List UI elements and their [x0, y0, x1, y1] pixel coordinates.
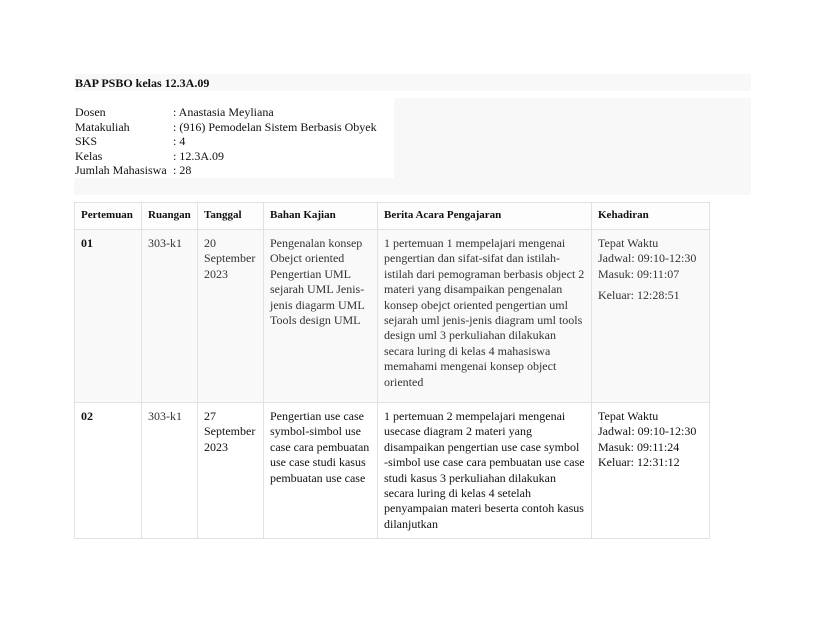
- cell-ruangan: 303-k1: [142, 403, 198, 539]
- attendance-out: Keluar: 12:28:51: [598, 288, 680, 303]
- cell-pertemuan: 02: [75, 403, 142, 539]
- cell-bahan-kajian: Pengenalan konsep Obejct oriented Pengertian UML sejarah UML Jenis-jenis diagarm UML Tools design UML: [264, 230, 378, 403]
- info-value: : 4: [173, 134, 186, 148]
- attendance-table: [74, 202, 710, 539]
- info-row-sks: [75, 134, 377, 149]
- column-header: Bahan Kajian: [264, 203, 378, 230]
- cell-berita-acara: 1 pertemuan 2 mempelajari mengenai usecase diagram 2 materi yang disampaikan pengertian use case symbol -simbol use case cara pembuatan use case studi kasus 3 perkuliahan dilakukan secara luring di kelas 4 setelah penyampaian materi beserta contoh kasus dilanjutkan: [378, 403, 592, 539]
- info-label: Jumlah Mahasiswa: [75, 163, 167, 177]
- info-value: : (916) Pemodelan Sistem Berbasis Obyek: [173, 119, 377, 134]
- info-label: Matakuliah: [75, 119, 130, 134]
- cell-tanggal: 27 September 2023: [198, 403, 264, 539]
- cell-kehadiran: [592, 230, 710, 403]
- cell-tanggal: 20 September 2023: [198, 230, 264, 403]
- info-row-dosen: [75, 105, 377, 120]
- attendance-status: Tepat Waktu: [598, 236, 659, 250]
- attendance-status: Tepat Waktu: [598, 409, 659, 423]
- info-label: Dosen: [75, 105, 106, 119]
- info-label: SKS: [75, 134, 98, 148]
- cell-berita-acara: 1 pertemuan 1 mempelajari mengenai pengertian dan sifat-sifat dan istilah-istilah dari pemograman berbasis object 2 materi yang disampaikan pengenalan konsep obejct oriented pengertian uml sejarah uml jenis-jenis diagram uml tools design uml 3 perkuliahan dilakukan secara luring di kelas 4 mahasiswa memahami mengenai konsep object oriented: [378, 230, 592, 403]
- attendance-in: Masuk: 09:11:07: [598, 266, 680, 281]
- info-value: : 12.3A.09: [173, 148, 224, 163]
- cell-bahan-kajian: Pengertian use case symbol-simbol use case cara pembuatan use case studi kasus pembuatan use case: [264, 403, 378, 539]
- table-row: [75, 403, 710, 539]
- info-value: : Anastasia Meyliana: [173, 105, 274, 119]
- cell-ruangan: 303-k1: [142, 230, 198, 403]
- table-row: [75, 230, 710, 403]
- attendance-in: Masuk: 09:11:24: [598, 439, 680, 454]
- column-header: Kehadiran: [592, 203, 710, 230]
- course-info: [75, 105, 377, 178]
- column-header: Ruangan: [142, 203, 198, 230]
- attendance-out: Keluar: 12:31:12: [598, 455, 680, 470]
- attendance-schedule: Jadwal: 09:10-12:30: [598, 251, 697, 266]
- info-row-jumlah-mahasiswa: [75, 163, 377, 178]
- cell-kehadiran: [592, 403, 710, 539]
- document-title: BAP PSBO kelas 12.3A.09: [75, 76, 210, 90]
- info-row-kelas: [75, 149, 377, 164]
- info-value: : 28: [173, 163, 192, 177]
- attendance-schedule: Jadwal: 09:10-12:30: [598, 424, 697, 439]
- column-header: Tanggal: [198, 203, 264, 230]
- info-label: Kelas: [75, 148, 103, 163]
- cell-pertemuan: 01: [75, 230, 142, 403]
- table-header-row: [75, 203, 710, 230]
- column-header: Berita Acara Pengajaran: [378, 203, 592, 230]
- column-header: Pertemuan: [75, 203, 142, 230]
- info-row-matakuliah: [75, 120, 377, 135]
